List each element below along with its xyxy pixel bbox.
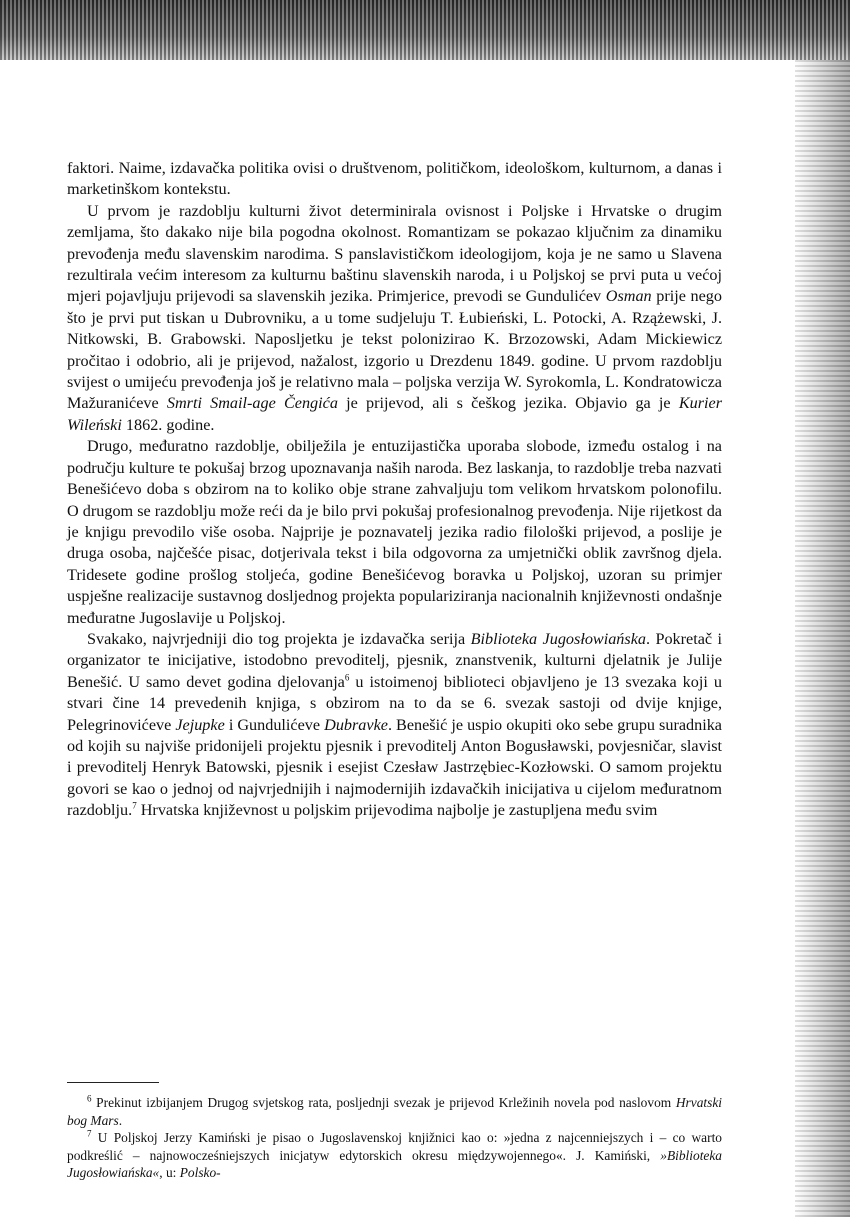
footnote-7-text-1: U Poljskoj Jerzy Kamiński je pisao o Jugoslavenskoj knjižnici kao o: »jedna z najcenniejszych i – co warto podkreślić – najnowocześniejszych inicjatyw edytorskich okresu międzywojennego«. J. Kamiński, [67,1130,722,1163]
p3-text-5: . Benešić je uspio okupiti oko sebe grupu suradnika od kojih su najviše pridonijeli projektu pjesnik i prevoditelj Anton Bogusławski, povjesničar, slavist i prevoditelj Henryk Batowski, pjesnik i esejist Czesław Jastrzębiec-Kozłowski. O samom projektu govori se kao o jednoj od najvrjednijih i najmodernijih izdavačkih inicijativa u cijelom međuratnom razdoblju. [67,715,722,820]
scan-shadow-right [795,60,850,1217]
p3-text-1: Svakako, najvrjedniji dio tog projekta je izdavačka serija [87,629,471,648]
paragraph-3 [67,629,722,822]
p3-title-dubravke: Dubravke [324,715,388,734]
footnotes [67,1094,722,1182]
footnote-divider [67,1082,159,1083]
p1-title-osman: Osman [605,287,652,306]
paragraph-1 [67,201,722,436]
paragraph-0: faktori. Naime, izdavačka politika ovisi o društvenom, političkom, ideološkom, kulturnom, a danas i marketinškom kontekstu. [67,159,722,199]
footnote-7-title-2: Polsko- [179,1165,221,1181]
footnote-6-text-2: . [118,1112,123,1128]
p3-text-6: Hrvatska književnost u poljskim prijevodima najbolje je zastupljena među svim [136,801,658,820]
p1-text-4: 1862. godine. [121,415,215,434]
p1-title-smrt: Smrti Smail-age Čengića [166,394,338,413]
footnote-6-number: 6 [87,1093,92,1104]
p3-text-4: i Gundulićeve [224,715,325,734]
footnote-7-title: »Biblioteka Jugosłowiańska« [67,1147,722,1181]
footnote-6-title: Hrvatski bog Mars [67,1095,722,1128]
p1-text-1: U prvom je razdoblju kulturni život determinirala ovisnost i Poljske i Hrvatske o drugim zemljama, što dakako nije bila pogodna okolnost. Romantizam se pokazao ključnim za dinamiku prevođenja među slavenskim narodima. S panslavističkom ideologijom, koja je ne samo u Slavena rezultirala većim interesom za kulturnu baštinu slavenskih naroda, i u Poljskoj se prvi puta u većoj mjeri pojavljuju prijevodi sa slavenskih jezika. Primjerice, prevodi se Gundulićev [67,201,722,306]
footnote-6 [67,1094,722,1129]
p3-title-biblioteka: Biblioteka Jugosłowiańska [470,629,646,648]
scan-shadow-top [0,0,850,60]
p1-text-2: prije nego što je prvi put tiskan u Dubrovniku, a u tome sudjeluju T. Łubieński, L. Potocki, A. Rzążewski, J. Nitkowski, B. Grabowski. Naposljetku je tekst polonizirao K. Brzozowski, Adam Mickiewicz pročitao i odobrio, ali je prijevod, nažalost, izgorio u Drezdenu 1849. godine. U prvom razdoblju svijest o umijeću prevođenja još je relativno mala – poljska verzija W. Syrokomla, L. Kondratowicza Mažuranićeve [67,287,722,413]
p3-text-2: . Pokretač i organizator te inicijative, istodobno prevoditelj, pjesnik, znanstvenik, kulturni djelatnik je Julije Benešić. U samo devet godina djelovanja [67,629,722,691]
p1-title-kurier: Kurier Wileński [67,394,723,434]
footnote-6-text-1: Prekinut izbijanjem Drugog svjetskog rata, posljednji svezak je prijevod Krležinih novela pod naslovom [91,1095,676,1110]
page-body [67,158,722,822]
footnote-7-text-2: , u: [159,1165,180,1181]
footnote-7-number: 7 [87,1128,92,1139]
p1-text-3: je prijevod, ali s češkog jezika. Objavio ga je [337,394,679,413]
footnote-ref-6[interactable]: 6 [344,672,350,683]
p3-title-jejupke: Jejupke [175,715,225,734]
p3-text-3: u istoimenoj biblioteci objavljeno je 13 svezaka koji u stvari čine 14 prevedenih knjiga, s obzirom na to da se 6. svezak sastoji od dvije knjige, Pelegrinovićeve [67,672,722,734]
footnote-7 [67,1129,722,1182]
footnote-ref-7[interactable]: 7 [132,800,137,811]
paragraph-2: Drugo, međuratno razdoblje, obilježila je entuzijastička uporaba slobode, između ostalog i na području kulture te pokušaj brzog upoznavanja naših naroda. Bez laskanja, to razdoblje treba nazvati Benešićevo doba s obzirom na to koliko obje strane zahvaljuju tom velikom hrvatskom polonofilu. O drugom se razdoblju može reći da je bilo prvi pokušaj profesionalnog prevođenja. Nije rijetkost da je knjigu prevodilo više osoba. Najprije je poznavatelj jezika radio filološki prijevod, a poslije je druga osoba, najčešće pisac, dotjerivala tekst i bila odgovorna za umjetnički oblik završnog djela. Tridesete godine prošlog stoljeća, godine Benešićevog boravka u Poljskoj, uzoran su primjer uspješne realizacije sustavnog dosljednog projekta populariziranja nacionalnih književnosti ondašnje međuratne Jugoslavije u Poljskoj. [67,437,722,627]
